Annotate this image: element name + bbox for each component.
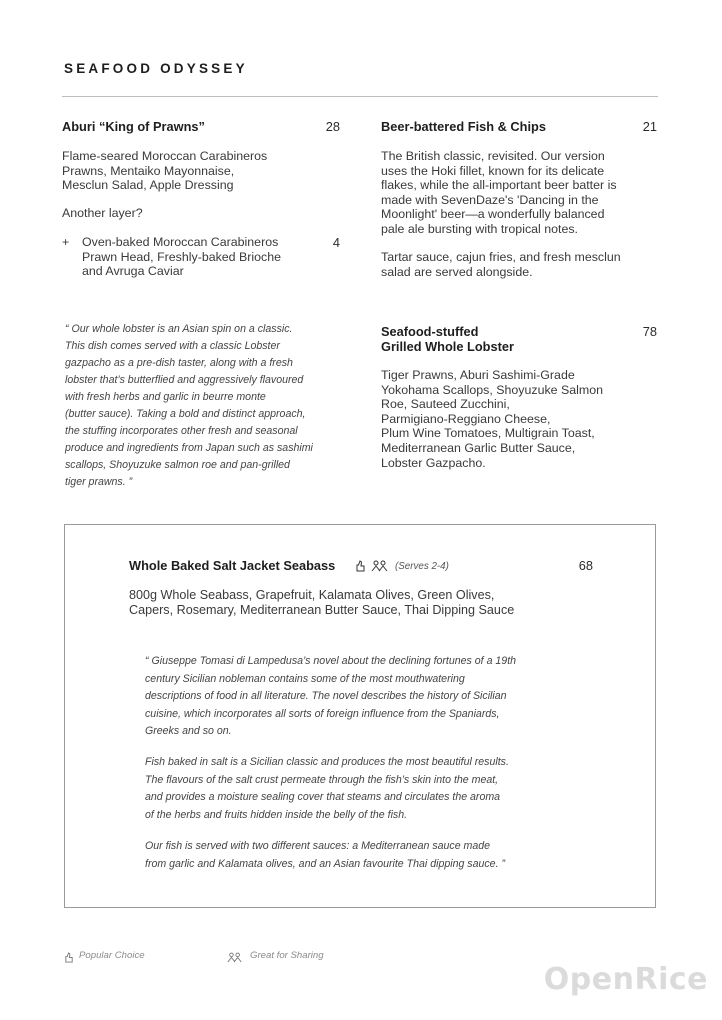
seabass-quote-paragraph-2 [145, 754, 509, 824]
text-line: scallops, Shoyuzuke salmon roe and pan-grilled [65, 459, 290, 471]
text-line: Prawns, Mentaiko Mayonnaise, [62, 163, 235, 178]
text-line: “ Giuseppe Tomasi di Lampedusa’s novel about the declining fortunes of a 19th [145, 655, 517, 667]
text-line: Mesclun Salad, Apple Dressing [62, 178, 234, 193]
text-line: made with SevenDaze's 'Dancing in the [381, 192, 599, 207]
lobster-quote [65, 321, 313, 491]
text-line: Roe, Sauteed Zucchini, [381, 397, 510, 412]
dish-description-prawns [62, 149, 267, 193]
text-line: Plum Wine Tomatoes, Multigrain Toast, [381, 426, 595, 441]
watermark-logo: OpenRice [543, 962, 708, 997]
text-line: Tartar sauce, cajun fries, and fresh mesclun [381, 250, 621, 264]
text-line: Lobster Gazpacho. [381, 455, 486, 470]
text-line: produce and ingredients from Japan such as sashimi [65, 442, 313, 454]
addon-prompt: Another layer? [62, 206, 143, 220]
dish-description-seabass [129, 588, 514, 618]
text-line: uses the Hoki fillet, known for its delicate [381, 163, 605, 178]
text-line: salad are served alongside. [381, 264, 533, 279]
dish-description-lobster [381, 368, 603, 470]
text-line: gazpacho as a pre-dish taster, along with a fresh [65, 357, 293, 369]
text-line: Flame-seared Moroccan Carabineros [62, 149, 268, 163]
text-line: Parmigiano-Reggiano Cheese, [381, 411, 551, 426]
text-line: The flavours of the salt crust permeate through the fish’s skin into the meat, [145, 773, 499, 786]
popular-choice-icon [64, 950, 74, 968]
dish-name-prawns: Aburi “King of Prawns” [62, 119, 205, 134]
text-line: Oven-baked Moroccan Carabineros [82, 235, 279, 249]
text-line: tiger prawns. ” [65, 476, 133, 488]
dish-description-fish-chips [381, 149, 617, 237]
text-line: Fish baked in salt is a Sicilian classic and produces the most beautiful results. [145, 756, 509, 768]
text-line: flakes, while the all-important beer batter is [381, 178, 617, 193]
text-line: of the herbs and fruits hidden inside the belly of the fish. [145, 808, 408, 821]
text-line: “ Our whole lobster is an Asian spin on a classic. [65, 323, 293, 335]
text-line: from garlic and Kalamata olives, and an Asian favourite Thai dipping sauce. ” [145, 857, 505, 870]
addon-price: 4 [332, 235, 340, 250]
text-line: and Avruga Caviar [82, 264, 184, 279]
text-line: Grilled Whole Lobster [381, 339, 514, 354]
popular-choice-icon [355, 559, 366, 577]
text-line: Our fish is served with two different sauces: a Mediterranean sauce made [145, 840, 491, 852]
legend-great-for-sharing: Great for Sharing [250, 950, 324, 961]
legend-popular-choice: Popular Choice [79, 950, 145, 961]
text-line: Mediterranean Garlic Butter Sauce, [381, 440, 576, 455]
sharing-icon [227, 950, 243, 968]
dish-name-seabass: Whole Baked Salt Jacket Seabass [129, 558, 336, 573]
text-line: Yokohama Scallops, Shoyuzuke Salmon [381, 382, 604, 397]
text-line: with fresh herbs and garlic in beurre monte [65, 391, 266, 403]
text-line: Prawn Head, Freshly-baked Brioche [82, 249, 282, 264]
text-line: The British classic, revisited. Our version [381, 149, 605, 163]
seabass-quote-paragraph-3 [145, 838, 505, 873]
dish-price-seabass: 68 [578, 558, 593, 573]
addon-description [82, 235, 281, 279]
text-line: lobster that’s butterflied and aggressively flavoured [65, 374, 304, 386]
text-line: and provides a moisture sealing cover that steams and circulates the aroma [145, 791, 501, 804]
dish-name-fish-chips: Beer-battered Fish & Chips [381, 119, 546, 134]
addon-marker: + [62, 235, 70, 249]
seabass-quote-paragraph-1 [145, 653, 516, 741]
text-line: 800g Whole Seabass, Grapefruit, Kalamata Olives, Green Olives, [129, 588, 495, 602]
text-line: (butter sauce). Taking a bold and distinct approach, [65, 408, 306, 420]
section-divider [62, 96, 658, 97]
text-line: Capers, Rosemary, Mediterranean Butter Sauce, Thai Dipping Sauce [129, 603, 515, 617]
text-line: pale ale bursting with tropical notes. [381, 221, 578, 236]
dish-name-lobster [381, 324, 514, 354]
text-line: Greeks and so on. [145, 725, 232, 738]
text-line: descriptions of food in all literature. The novel describes the history of Sicilian [145, 690, 507, 703]
text-line: the stuffing incorporates other fresh and seasonal [65, 425, 298, 437]
section-title: SEAFOOD ODYSSEY [64, 61, 248, 76]
text-line: Moonlight' beer—a wonderfully balanced [381, 207, 605, 222]
dish-price-prawns: 28 [325, 119, 340, 134]
text-line: century Sicilian nobleman contains some of the most mouthwatering [145, 672, 465, 685]
text-line: cuisine, which incorporates all sorts of foreign influence from the Spaniards, [145, 707, 500, 720]
text-line: Tiger Prawns, Aburi Sashimi-Grade [381, 368, 575, 382]
text-line: This dish comes served with a classic Lobster [65, 340, 280, 352]
serves-label: (Serves 2-4) [395, 561, 449, 572]
text-line: Seafood-stuffed [381, 324, 479, 339]
dish-price-lobster: 78 [642, 324, 657, 339]
sharing-icon [371, 559, 389, 577]
dish-price-fish-chips: 21 [642, 119, 657, 134]
dish-sides-fish-chips [381, 250, 621, 279]
